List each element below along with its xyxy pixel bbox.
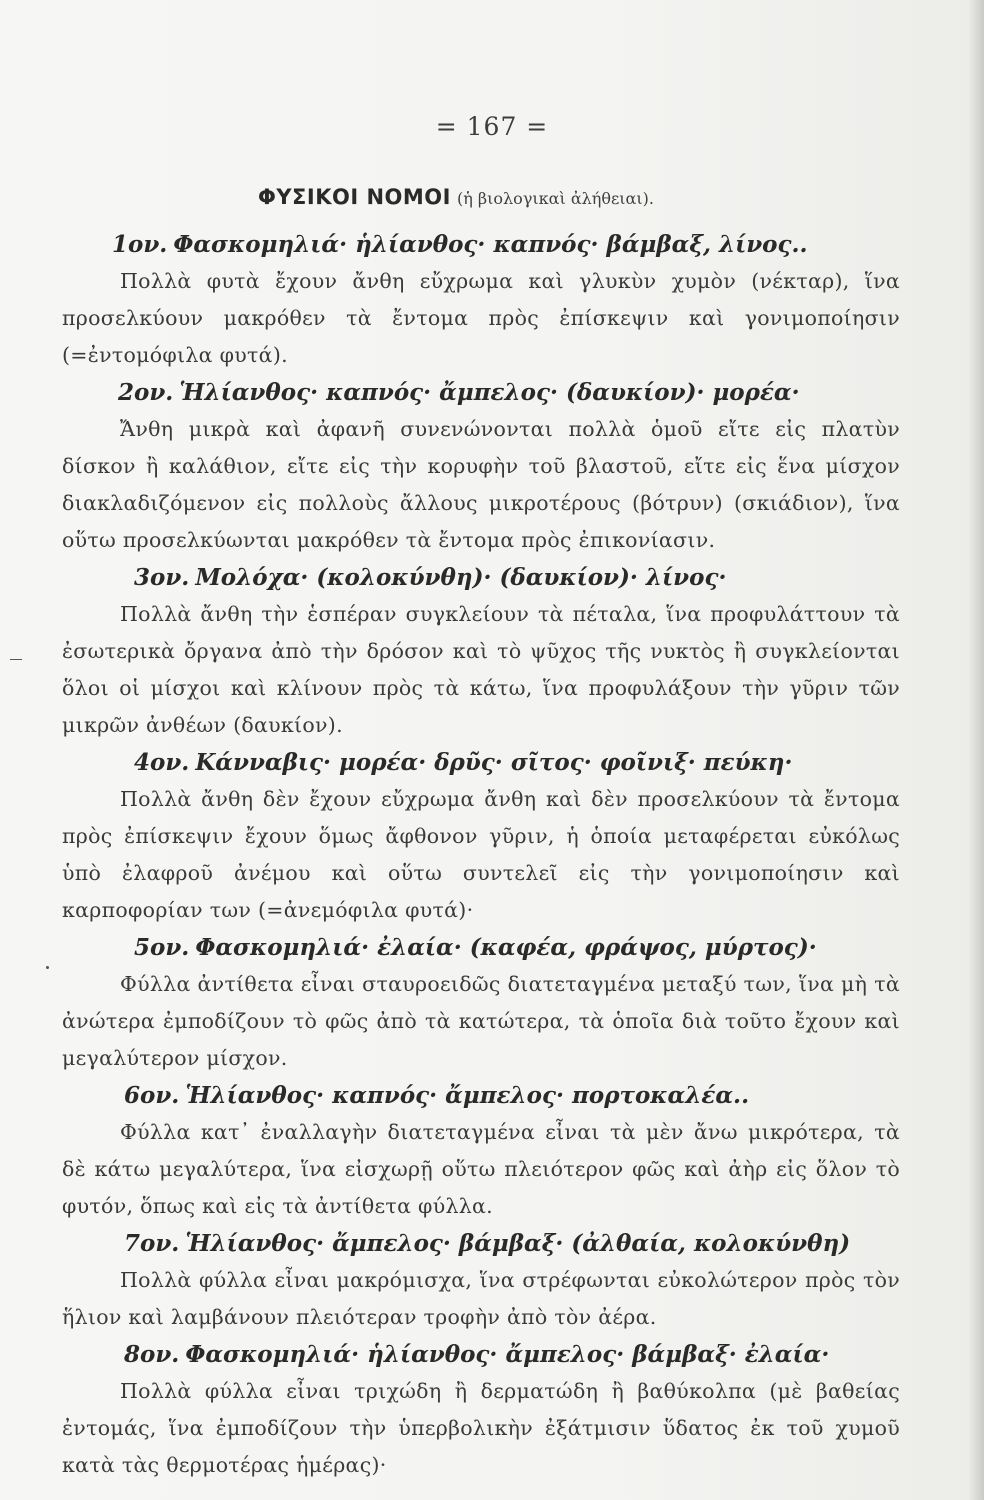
- section-text: Πολλὰ ἄνθη τὴν ἑσπέραν συγκλείουν τὰ πέταλα, ἵνα προφυλάττουν τὰ ἐσωτερικὰ ὄργανα ἀπὸ τὴν δρόσον καὶ τὸ ψῦχος τῆς νυκτὸς ἢ συγκλείονται ὅλοι οἱ μίσχοι καὶ κλίνουν πρὸς τὰ κάτω, ἵνα προφυλάξουν τὴν γῦριν τῶν μικρῶν ἀνθέων (δαυκίον).: [62, 602, 900, 737]
- section-text: Φύλλα κατ᾽ ἐναλλαγὴν διατεταγμένα εἶναι τὰ μὲν ἄνω μικρότερα, τὰ δὲ κάτω μεγαλύτερα, ἵνα εἰσχωρῇ οὕτω πλειότερον φῶς καὶ ἀὴρ εἰς ὅλον τὸ φυτόν, ὅπως καὶ εἰς τὰ ἀντίθετα φύλλα.: [62, 1120, 900, 1218]
- section-title: Μολόχα· (κολοκύνθη)· (δαυκίον)· λίνος·: [195, 564, 727, 591]
- section-number: 2ον.: [118, 379, 174, 406]
- page-number: = 167 =: [435, 112, 549, 141]
- section-number: 3ον.: [134, 564, 190, 591]
- section-number: 7ον.: [124, 1230, 180, 1257]
- page-heading: [258, 185, 654, 209]
- section-heading: [62, 1077, 900, 1114]
- section-2: [62, 374, 900, 559]
- section-text: Ἄνθη μικρὰ καὶ ἀφανῆ συνενώνονται πολλὰ ὁμοῦ εἴτε εἰς πλατὺν δίσκον ἢ καλάθιον, εἴτε εἰς τὴν κορυφὴν τοῦ βλαστοῦ, εἴτε εἰς ἕνα μίσχον διακλαδιζόμενον εἰς πολλοὺς ἄλλους μικροτέρους (βότρυν) (σκιάδιον), ἵνα οὕτω προσελκύωνται μακρόθεν τὰ ἔντομα πρὸς ἐπικονίασιν.: [62, 417, 900, 552]
- section-3: [62, 559, 900, 744]
- section-number: 4ον.: [134, 749, 190, 776]
- content: [62, 226, 900, 1484]
- margin-mark: [10, 659, 22, 660]
- margin-dot: [46, 966, 49, 969]
- section-text: Πολλὰ φυτὰ ἔχουν ἄνθη εὔχρωμα καὶ γλυκὺν χυμὸν (νέκταρ), ἵνα προσελκύουν μακρόθεν τὰ ἔντομα πρὸς ἐπίσκεψιν καὶ γονιμοποίησιν (=ἐντομόφιλα φυτά).: [62, 269, 900, 367]
- section-text: Φύλλα ἀντίθετα εἶναι σταυροειδῶς διατεταγμένα μεταξύ των, ἵνα μὴ τὰ ἀνώτερα ἐμποδίζουν τὸ φῶς ἀπὸ τὰ κατώτερα, τὰ ὁποῖα διὰ τοῦτο ἔχουν καὶ μεγαλύτερον μίσχον.: [62, 972, 900, 1070]
- section-text: Πολλὰ ἄνθη δὲν ἔχουν εὔχρωμα ἄνθη καὶ δὲν προσελκύουν τὰ ἔντομα πρὸς ἐπίσκεψιν ἔχουν ὅμως ἄφθονον γῦριν, ἡ ὁποία μεταφέρεται εὐκόλως ὑπὸ ἐλαφροῦ ἀνέμου καὶ οὕτω συντελεῖ εἰς τὴν γονιμοποίησιν καὶ καρποφορίαν των (=ἀνεμόφιλα φυτά)·: [62, 787, 900, 922]
- section-title: Ἡλίανθος· καπνός· ἄμπελος· πορτοκαλέα..: [185, 1082, 750, 1109]
- section-text: Πολλὰ φύλλα εἶναι μακρόμισχα, ἵνα στρέφωνται εὐκολώτερον πρὸς τὸν ἥλιον καὶ λαμβάνουν πλειότεραν τροφὴν ἀπὸ τὸν ἀέρα.: [62, 1268, 900, 1329]
- section-title: Ἡλίανθος· καπνός· ἄμπελος· (δαυκίον)· μορέα·: [179, 379, 800, 406]
- section-heading: [62, 929, 900, 966]
- section-heading: [62, 744, 900, 781]
- section-8: [62, 1336, 900, 1484]
- section-title: Φασκομηλιά· ἐλαία· (καφέα, φράψος, μύρτος)·: [195, 934, 817, 961]
- section-title: Ἡλίανθος· ἄμπελος· βάμβαξ· (ἀλθαία, κολοκύνθη): [185, 1230, 851, 1257]
- heading-title: ΦΥΣΙΚΟΙ ΝΟΜΟΙ: [258, 185, 451, 209]
- section-heading: [62, 374, 900, 411]
- section-6: [62, 1077, 900, 1225]
- section-number: 1ον.: [112, 231, 168, 258]
- section-number: 8ον.: [124, 1341, 180, 1368]
- section-title: Φασκομηλιά· ἡλίανθος· καπνός· βάμβαξ, λίνος..: [173, 231, 808, 258]
- section-heading: [62, 226, 900, 263]
- section-heading: [62, 1336, 900, 1373]
- page-edge-shadow: [968, 0, 984, 1500]
- section-7: [62, 1225, 900, 1336]
- section-number: 5ον.: [134, 934, 190, 961]
- section-5: [62, 929, 900, 1077]
- section-heading: [62, 559, 900, 596]
- section-1: [62, 226, 900, 374]
- section-number: 6ον.: [124, 1082, 180, 1109]
- heading-subtitle: (ἡ βιολογικαὶ ἀλήθειαι).: [456, 189, 654, 208]
- section-heading: [62, 1225, 900, 1262]
- section-title: Κάνναβις· μορέα· δρῦς· σῖτος· φοῖνιξ· πεύκη·: [195, 749, 793, 776]
- section-title: Φασκομηλιά· ἡλίανθος· ἄμπελος· βάμβαξ· ἐλαία·: [185, 1341, 830, 1368]
- section-text: Πολλὰ φύλλα εἶναι τριχώδη ἢ δερματώδη ἢ βαθύκολπα (μὲ βαθείας ἐντομάς, ἵνα ἐμποδίζουν τὴν ὑπερβολικὴν ἐξάτμισιν ὕδατος ἐκ τοῦ χυμοῦ κατὰ τὰς θερμοτέρας ἡμέρας)·: [62, 1379, 900, 1477]
- section-4: [62, 744, 900, 929]
